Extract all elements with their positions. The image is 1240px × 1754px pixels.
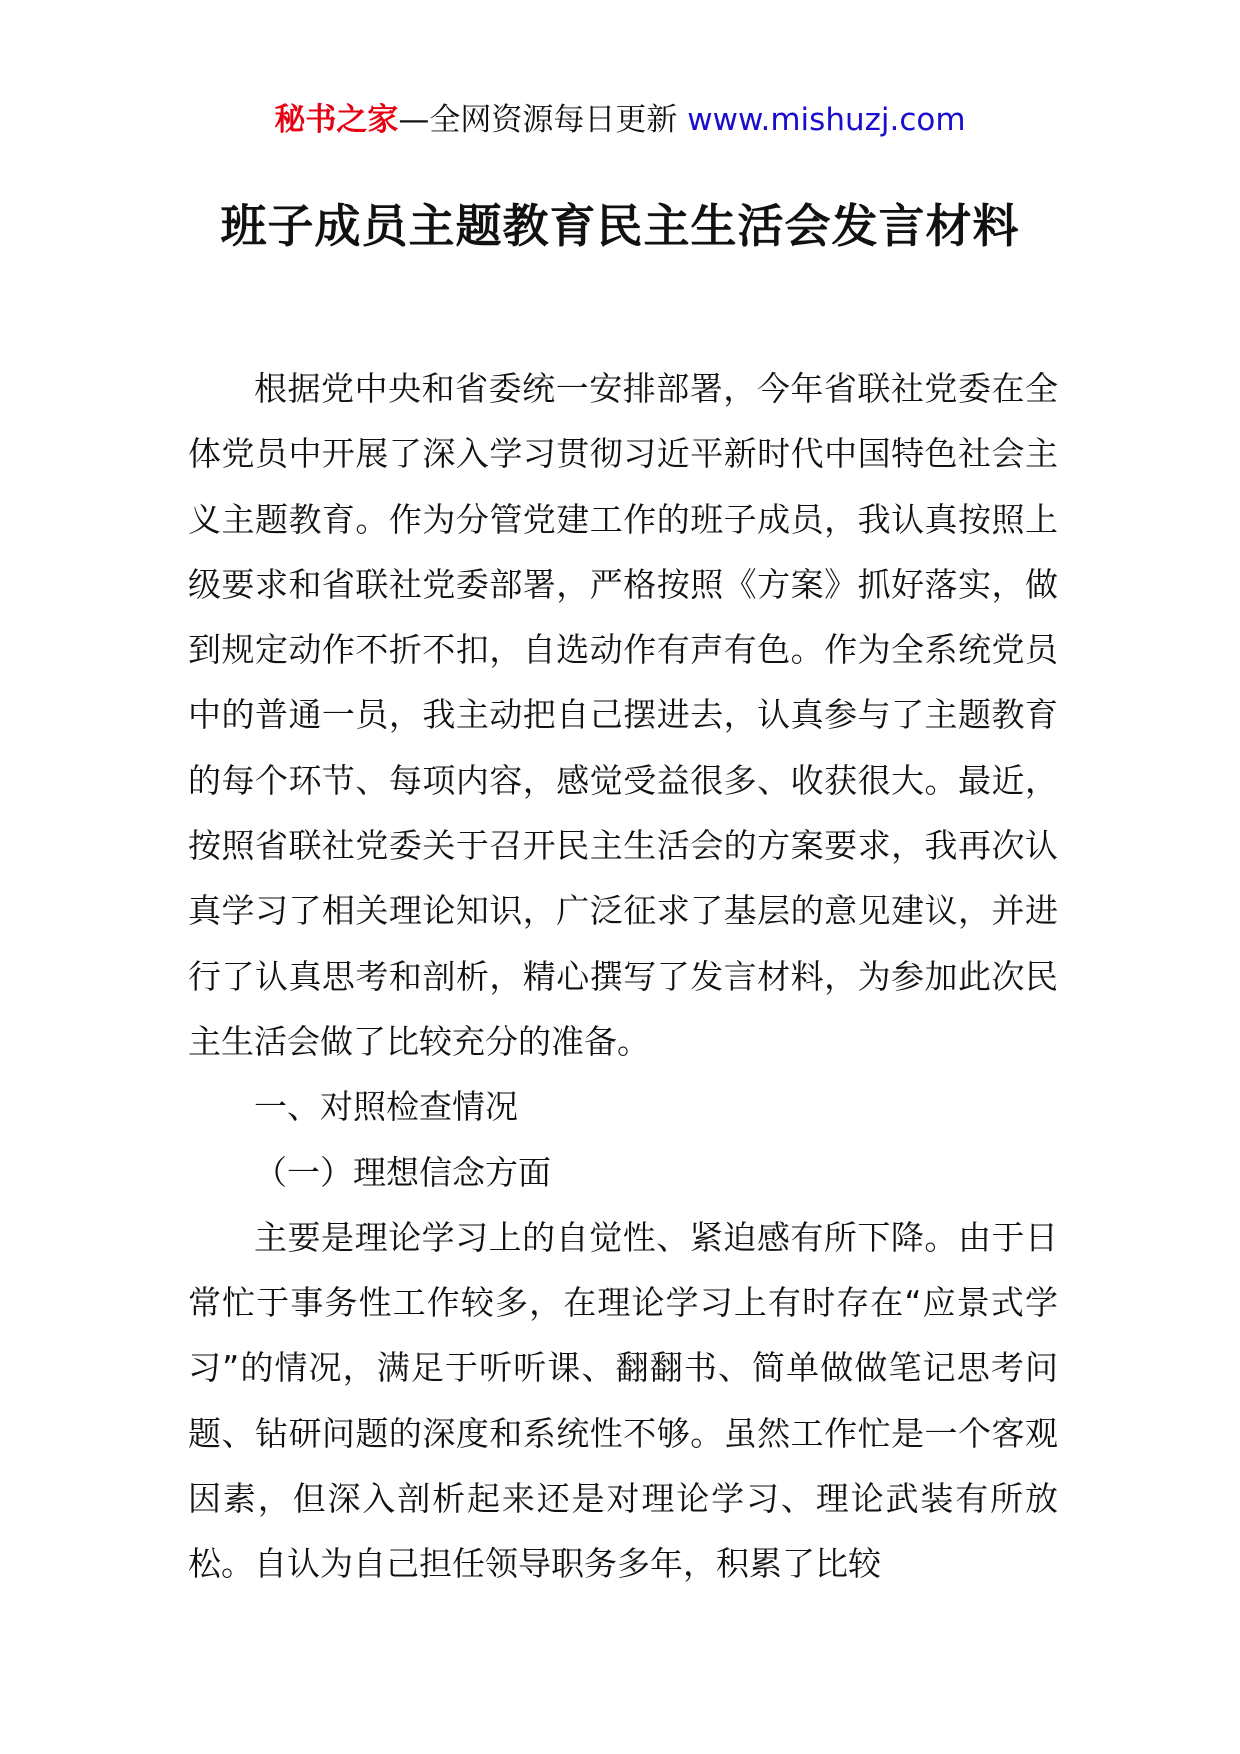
site-url-link[interactable]: www.mishuzj.com: [687, 102, 966, 138]
subsection-heading: （一）理想信念方面: [254, 1152, 551, 1192]
body-paragraph: 主要是理论学习上的自觉性、紧迫感有所下降。由于日常忙于事务性工作较多，在理论学习上有时存在“应景式学习”的情况，满足于听听课、翻翻书、简单做做笔记思考问题、钻研问题的深度和系统性不够。虽然工作忙是一个客观因素，但深入剖析起来还是对理论学习、理论武装有所放松。自认为自己担任领导职务多年，积累了比较: [188, 1217, 1058, 1584]
brand-name: 秘书之家: [274, 102, 399, 138]
document-body: [188, 356, 1058, 1597]
intro-paragraph: 根据党中央和省委统一安排部署，今年省联社党委在全体党员中开展了深入学习贯彻习近平新时代中国特色社会主义主题教育。作为分管党建工作的班子成员，我认真按照上级要求和省联社党委部署，严格按照《方案》抓好落实，做到规定动作不折不扣，自选动作有声有色。作为全系统党员中的普通一员，我主动把自己摆进去，认真参与了主题教育的每个环节、每项内容，感觉受益很多、收获很大。最近，按照省联社党委关于召开民主生活会的方案要求，我再次认真学习了相关理论知识，广泛征求了基层的意见建议，并进行了认真思考和剖析，精心撰写了发言材料，为参加此次民主生活会做了比较充分的准备。: [188, 369, 1058, 1061]
section-heading: 一、对照检查情况: [254, 1087, 518, 1127]
site-header: [0, 98, 1240, 142]
header-tagline: —全网资源每日更新: [398, 102, 678, 138]
document-title: 班子成员主题教育民主生活会发言材料: [220, 199, 1020, 253]
